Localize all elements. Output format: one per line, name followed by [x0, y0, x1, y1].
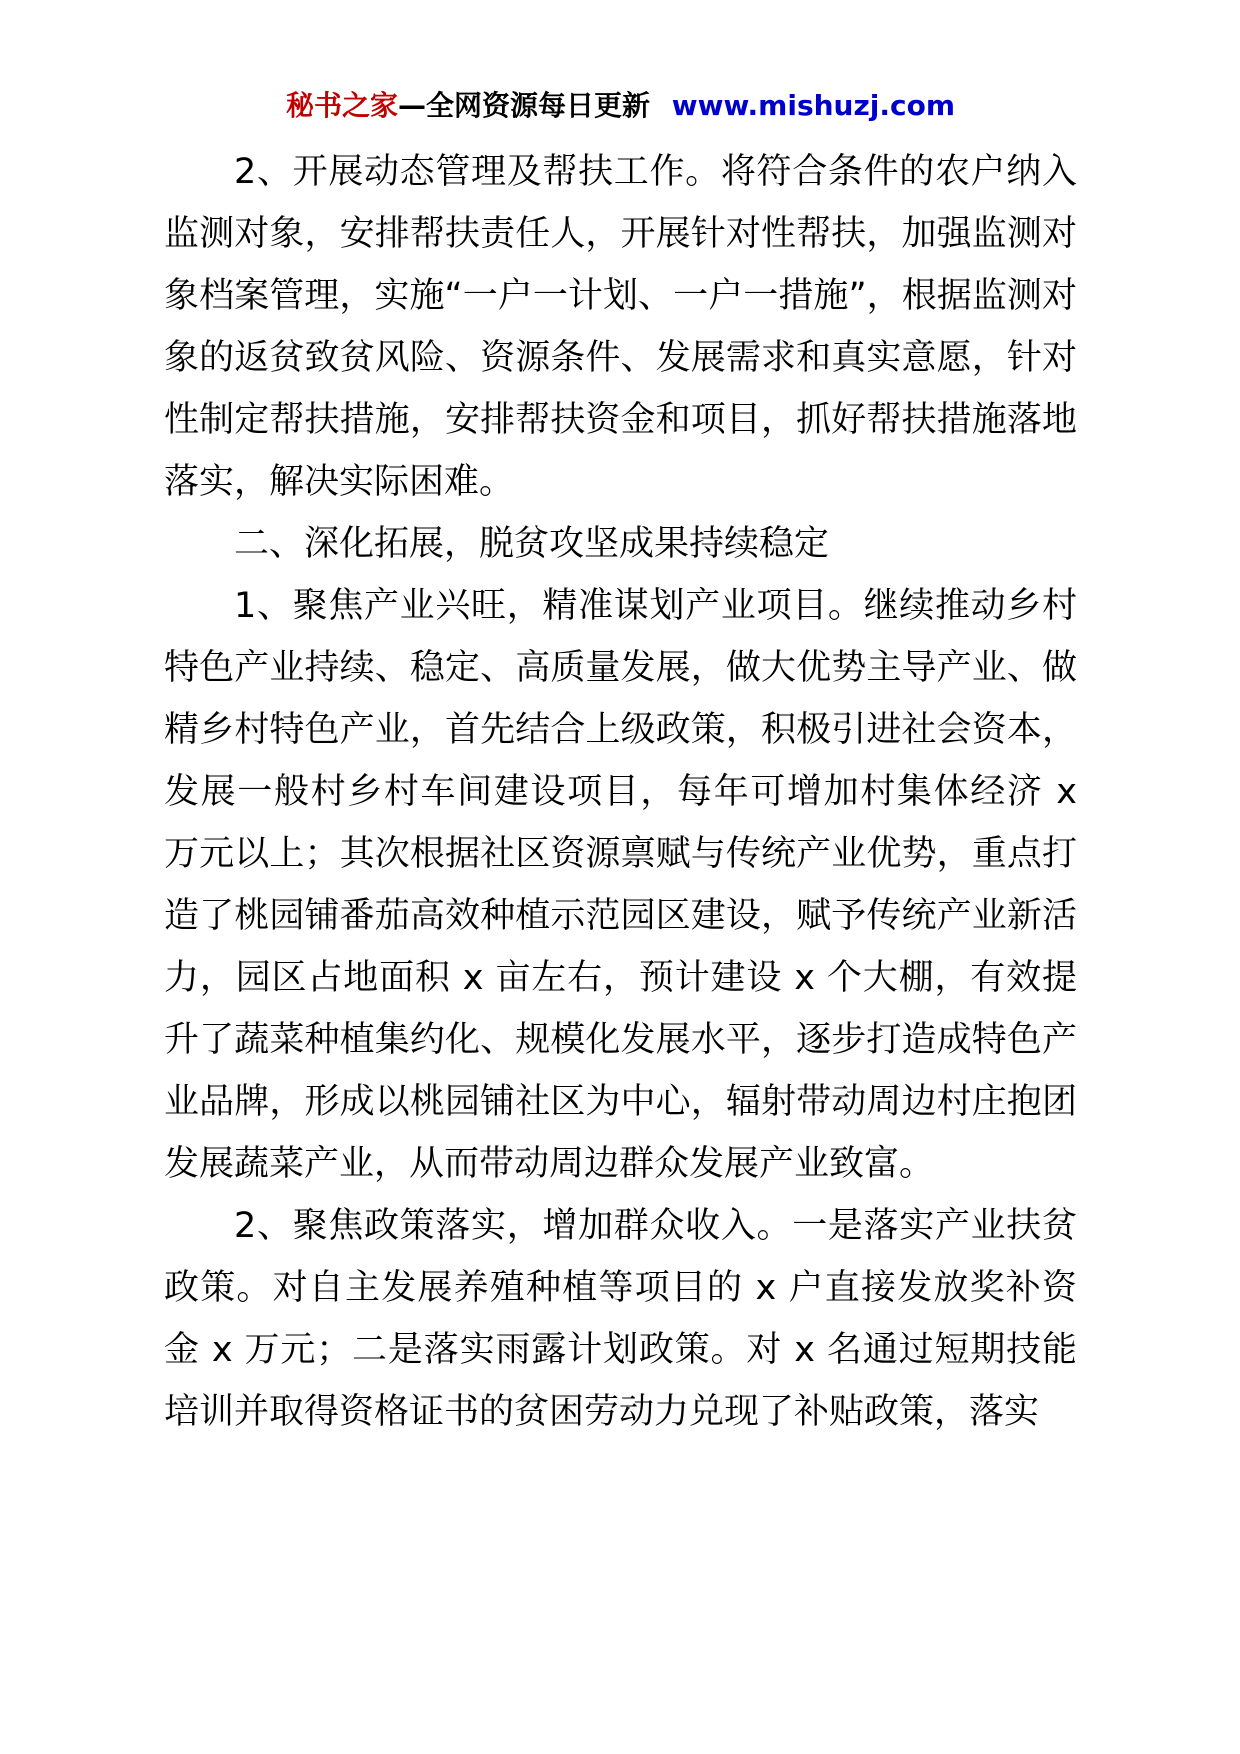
paragraph-dynamic-management: 2、开展动态管理及帮扶工作。将符合条件的农户纳入监测对象，安排帮扶责任人，开展针对性帮扶，加强监测对象档案管理，实施“一户一计划、一户一措施”，根据监测对象的返贫致贫风险、资源条件、发展需求和真实意愿，针对性制定帮扶措施，安排帮扶资金和项目，抓好帮扶措施落地落实，解决实际困难。	[164, 152, 1077, 502]
site-name: 秘书之家	[285, 89, 398, 122]
paragraph-policy-implementation: 2、聚焦政策落实，增加群众收入。一是落实产业扶贫政策。对自主发展养殖种植等项目的 x 户直接发放奖补资金 x 万元；二是落实雨露计划政策。对 x 名通过短期技能培训并取得资格证书的贫困劳动力兑现了补贴政策，落实	[164, 1206, 1077, 1432]
section-heading-2: 二、深化拓展，脱贫攻坚成果持续稳定	[234, 524, 830, 564]
site-url-link[interactable]: www.mishuzj.com	[671, 89, 956, 122]
page-header	[164, 85, 1077, 127]
document-body	[164, 141, 1077, 1443]
header-tagline: —全网资源每日更新	[397, 89, 650, 122]
paragraph-industry-projects: 1、聚焦产业兴旺，精准谋划产业项目。继续推动乡村特色产业持续、稳定、高质量发展，做大优势主导产业、做精乡村特色产业，首先结合上级政策，积极引进社会资本，发展一般村乡村车间建设项目，每年可增加村集体经济 x 万元以上；其次根据社区资源禀赋与传统产业优势，重点打造了桃园铺番茄高效种植示范园区建设，赋予传统产业新活力，园区占地面积 x 亩左右，预计建设 x 个大棚，有效提升了蔬菜种植集约化、规模化发展水平，逐步打造成特色产业品牌，形成以桃园铺社区为中心，辐射带动周边村庄抱团发展蔬菜产业，从而带动周边群众发展产业致富。	[164, 586, 1077, 1184]
